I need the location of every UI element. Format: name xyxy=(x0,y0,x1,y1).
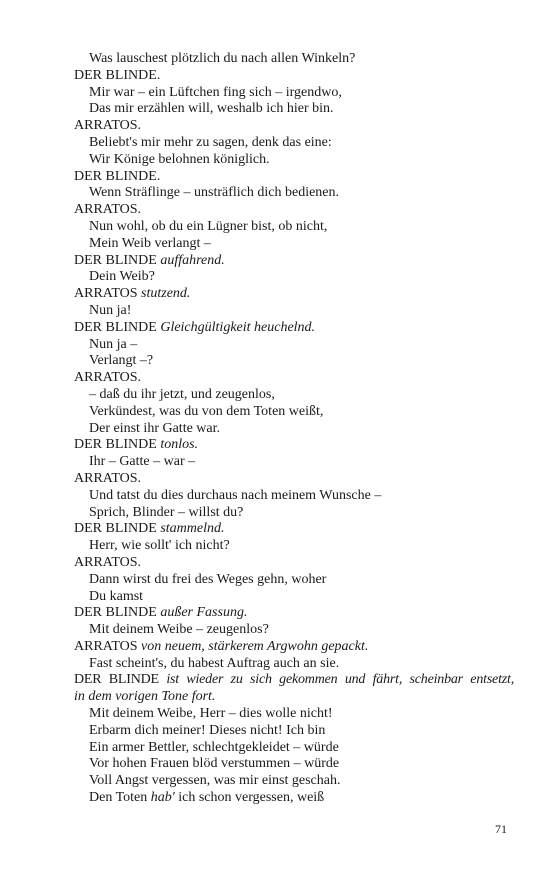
verse-line: – daß du ihr jetzt, und zeugenlos, xyxy=(89,386,275,402)
verse-line: Dann wirst du frei des Weges gehn, woher xyxy=(89,571,327,587)
stage-direction: auffahrend. xyxy=(160,252,225,268)
speaker-line xyxy=(74,68,514,85)
verse-line: Was lauschest plötzlich du nach allen Winkeln? xyxy=(89,51,356,66)
verse-line: Dein Weib? xyxy=(89,269,155,285)
stage-direction: tonlos. xyxy=(160,437,199,453)
stage-direction: stammelnd. xyxy=(160,521,225,537)
speaker-name: ARRATOS. xyxy=(74,202,142,218)
speaker-name: DER BLINDE xyxy=(74,521,157,537)
speaker-line xyxy=(74,555,514,572)
verse-line: Der einst ihr Gatte war. xyxy=(89,420,221,436)
verse-line: Du kamst xyxy=(89,588,144,604)
speaker-line xyxy=(74,286,514,303)
verse-text: Den Toten xyxy=(89,790,151,806)
speaker-line xyxy=(74,320,514,337)
verse-line: Voll Angst vergessen, was mir einst geschah. xyxy=(89,773,341,789)
verse-text: ich schon vergessen, weiß xyxy=(174,790,325,806)
verse-line: Nun ja – xyxy=(89,336,138,352)
stage-direction: stutzend. xyxy=(141,286,191,302)
speaker-line xyxy=(74,253,514,270)
verse-line: Verkündest, was du von dem Toten weißt, xyxy=(89,403,324,419)
verse-line: Nun ja! xyxy=(89,302,132,318)
verse-line: Mein Weib verlangt – xyxy=(89,235,211,251)
verse-line xyxy=(74,790,514,807)
stage-direction: ist wieder zu sich gekommen und fährt, scheinbar entsetzt, xyxy=(166,672,515,688)
speaker-line xyxy=(74,521,514,538)
verse-line: Wir Könige belohnen königlich. xyxy=(89,151,270,167)
speaker-name: ARRATOS xyxy=(74,638,138,654)
speaker-name: DER BLINDE xyxy=(74,252,157,268)
speaker-name: DER BLINDE. xyxy=(74,67,161,83)
speaker-line xyxy=(74,471,514,488)
verse-line: Und tatst du dies durchaus nach meinem Wunsche – xyxy=(89,487,382,503)
speaker-name: ARRATOS. xyxy=(74,118,142,134)
verse-line: Ein armer Bettler, schlechtgekleidet – würde xyxy=(89,739,339,755)
verse-line: Beliebt's mir mehr zu sagen, denk das eine: xyxy=(89,134,332,150)
verse-line: Wenn Sträflinge – unsträflich dich bedienen. xyxy=(89,185,340,201)
verse-line: Mir war – ein Lüftchen fing sich – irgendwo, xyxy=(89,84,342,100)
verse-line: Das mir erzählen will, weshalb ich hier bin. xyxy=(89,101,334,117)
speaker-line xyxy=(74,202,514,219)
speaker-line xyxy=(74,605,514,622)
stage-direction: Gleichgültigkeit heuchelnd. xyxy=(160,319,316,335)
stage-direction: außer Fassung. xyxy=(160,605,248,621)
speaker-line xyxy=(74,118,514,135)
speaker-line xyxy=(74,672,514,689)
speaker-line xyxy=(74,639,514,656)
stage-direction-line xyxy=(74,689,514,706)
verse-line: Mit deinem Weibe, Herr – dies wolle nicht! xyxy=(89,706,333,722)
verse-line: Vor hohen Frauen blöd verstummen – würde xyxy=(89,756,340,772)
speaker-name: DER BLINDE xyxy=(74,605,157,621)
speaker-name: ARRATOS xyxy=(74,286,138,302)
verse-line: Verlangt –? xyxy=(89,353,154,369)
verse-line: Sprich, Blinder – willst du? xyxy=(89,504,244,520)
verse-line: Nun wohl, ob du ein Lügner bist, ob nicht, xyxy=(89,218,328,234)
verse-emphasis: hab' xyxy=(150,790,175,806)
speaker-name: DER BLINDE xyxy=(74,672,159,688)
speaker-name: DER BLINDE xyxy=(74,437,157,453)
verse-line: Fast scheint's, du habest Auftrag auch an sie. xyxy=(89,655,340,671)
speaker-name: ARRATOS. xyxy=(74,370,142,386)
speaker-line xyxy=(74,437,514,454)
speaker-line xyxy=(74,169,514,186)
verse-line: Mit deinem Weibe – zeugenlos? xyxy=(89,622,269,638)
verse-line: Herr, wie sollt' ich nicht? xyxy=(89,538,230,554)
speaker-name: ARRATOS. xyxy=(74,554,142,570)
play-text xyxy=(74,51,514,807)
stage-direction: in dem vorigen Tone fort. xyxy=(74,689,216,705)
speaker-name: DER BLINDE xyxy=(74,319,157,335)
speaker-line xyxy=(74,370,514,387)
speaker-name: ARRATOS. xyxy=(74,470,142,486)
speaker-name: DER BLINDE. xyxy=(74,168,161,184)
verse-line: Erbarm dich meiner! Dieses nicht! Ich bin xyxy=(89,722,326,738)
verse-line: Ihr – Gatte – war – xyxy=(89,454,196,470)
stage-direction: von neuem, stärkerem Argwohn gepackt. xyxy=(141,638,369,654)
page-number: 71 xyxy=(495,822,507,836)
